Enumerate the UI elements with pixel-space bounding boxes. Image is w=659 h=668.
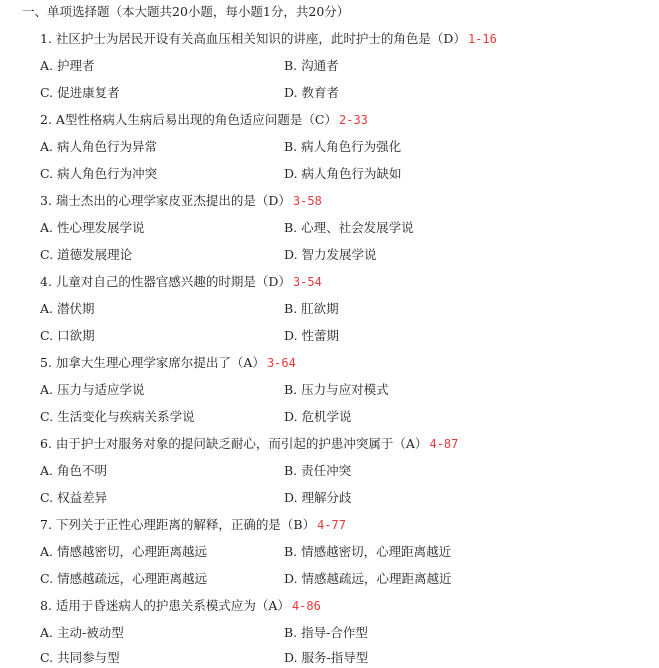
- option-d: D. 性蕾期: [284, 328, 340, 343]
- option-b: B. 压力与应对模式: [284, 382, 389, 397]
- question-stem: 5. 加拿大生理心理学家席尔提出了（A）: [40, 355, 265, 370]
- option-b: B. 肛欲期: [284, 301, 339, 316]
- question-ref: 1-16: [467, 32, 497, 46]
- question-3: [40, 193, 322, 209]
- option-a: A. 性心理发展学说: [40, 220, 145, 235]
- option-d: D. 智力发展学说: [284, 247, 377, 262]
- option-b: B. 心理、社会发展学说: [284, 220, 414, 235]
- option-b: B. 指导-合作型: [284, 625, 368, 640]
- option-a: A. 潜伏期: [40, 301, 95, 316]
- option-d: D. 情感越疏远，心理距离越近: [284, 571, 452, 586]
- option-a: A. 病人角色行为异常: [40, 139, 157, 154]
- option-b: B. 责任冲突: [284, 463, 352, 478]
- question-stem: 3. 瑞士杰出的心理学家皮亚杰提出的是（D）: [40, 193, 291, 208]
- question-ref: 4-87: [429, 437, 459, 451]
- section-title: 一、单项选择题（本大题共20小题，每小题1分，共20分）: [22, 4, 350, 19]
- question-ref: 4-86: [291, 599, 321, 613]
- question-ref: 3-58: [292, 194, 322, 208]
- question-stem: 2. A型性格病人生病后易出现的角色适应问题是（C）: [40, 112, 337, 127]
- option-b: B. 沟通者: [284, 58, 339, 73]
- question-6: [40, 436, 458, 452]
- question-ref: 3-54: [292, 275, 322, 289]
- option-c: C. 促进康复者: [40, 85, 120, 100]
- question-stem: 1. 社区护士为居民开设有关高血压相关知识的讲座，此时护士的角色是（D）: [40, 31, 466, 46]
- option-d: D. 危机学说: [284, 409, 352, 424]
- question-4: [40, 274, 322, 290]
- question-5: [40, 355, 296, 371]
- option-a: A. 护理者: [40, 58, 95, 73]
- option-a: A. 角色不明: [40, 463, 107, 478]
- option-c: C. 权益差异: [40, 490, 108, 505]
- question-ref: 3-64: [266, 356, 296, 370]
- question-stem: 4. 儿童对自己的性器官感兴趣的时期是（D）: [40, 274, 291, 289]
- option-c: C. 情感越疏远，心理距离越远: [40, 571, 208, 586]
- question-stem: 6. 由于护士对服务对象的提问缺乏耐心，而引起的护患冲突属于（A）: [40, 436, 428, 451]
- question-7: [40, 517, 346, 533]
- option-a: A. 情感越密切，心理距离越远: [40, 544, 207, 559]
- option-b: B. 情感越密切，心理距离越近: [284, 544, 452, 559]
- option-c: C. 道德发展理论: [40, 247, 133, 262]
- question-ref: 4-77: [317, 518, 346, 532]
- option-c: C. 病人角色行为冲突: [40, 166, 158, 181]
- option-c: C. 共同参与型: [40, 650, 120, 665]
- option-d: D. 病人角色行为缺如: [284, 166, 402, 181]
- option-a: A. 压力与适应学说: [40, 382, 145, 397]
- option-d: D. 教育者: [284, 85, 340, 100]
- question-stem: 7. 下列关于正性心理距离的解释，正确的是（B）: [40, 517, 316, 532]
- option-c: C. 生活变化与疾病关系学说: [40, 409, 195, 424]
- question-ref: 2-33: [339, 113, 368, 127]
- option-a: A. 主动-被动型: [40, 625, 124, 640]
- question-1: [40, 31, 497, 47]
- question-2: [40, 112, 368, 128]
- option-d: D. 理解分歧: [284, 490, 352, 505]
- option-b: B. 病人角色行为强化: [284, 139, 402, 154]
- question-stem: 8. 适用于昏迷病人的护患关系模式应为（A）: [40, 598, 290, 613]
- question-8: [40, 598, 321, 614]
- option-d: D. 服务-指导型: [284, 650, 369, 665]
- option-c: C. 口欲期: [40, 328, 95, 343]
